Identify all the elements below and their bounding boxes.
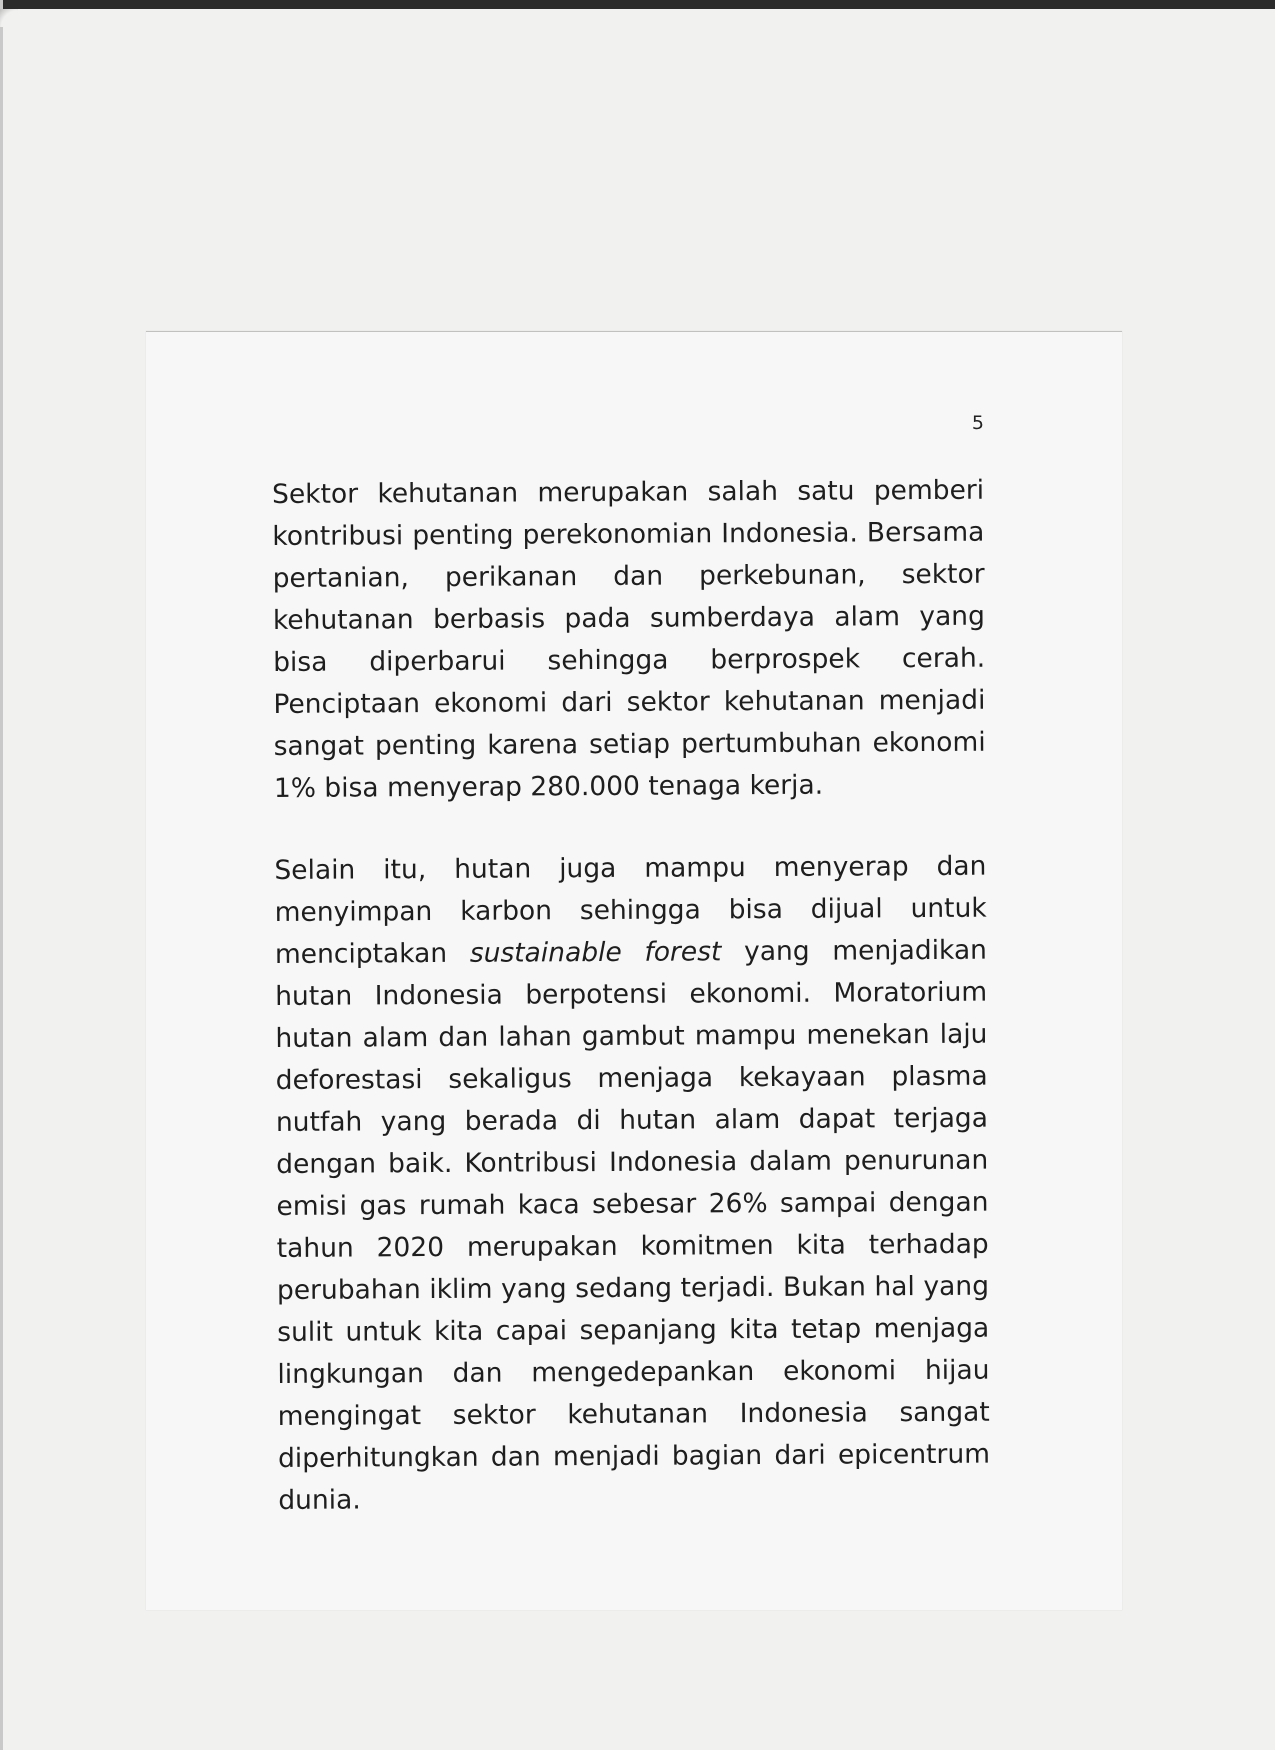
page-number: 5 xyxy=(971,412,984,434)
paragraph-2-text-end: yang menjadikan hutan Indonesia berpotensi ekonomi. Moratorium hutan alam dan lahan gambut mampu menekan laju deforestasi sekaligus menjaga kekayaan plasma nutfah yang berada di hutan alam dapat terjaga dengan baik. Kontribusi Indonesia dalam penurunan emisi gas rumah kaca sebesar 26% sampai dengan tahun 2020 merupakan komitmen kita terhadap perubahan iklim yang sedang terjadi. Bukan hal yang sulit untuk kita capai sepanjang kita tetap menjaga lingkungan dan mengedepankan ekonomi hijau mengingat sektor kehutanan Indonesia sangat diperhitungkan dan menjadi bagian dari epicentrum dunia. xyxy=(275,934,991,1516)
scan-corner-shade xyxy=(0,9,18,27)
document-sheet xyxy=(146,331,1122,1610)
document-body xyxy=(272,470,990,1522)
paragraph-2 xyxy=(274,846,990,1522)
italic-term: sustainable forest xyxy=(469,936,722,969)
paragraph-2-text-start: Selain itu, hutan juga mampu menyerap dan menyimpan karbon sehingga bisa dijual untuk menciptakan xyxy=(274,850,987,970)
scan-top-edge xyxy=(0,0,1275,9)
paragraph-1: Sektor kehutanan merupakan salah satu pemberi kontribusi penting perekonomian Indonesia. Bersama pertanian, perikanan dan perkebunan, sektor kehutanan berbasis pada sumberdaya alam yang bisa diperbarui sehingga berprospek cerah. Penciptaan ekonomi dari sektor kehutanan menjadi sangat penting karena setiap pertumbuhan ekonomi 1% bisa menyerap 280.000 tenaga kerja. xyxy=(272,474,986,804)
scan-left-edge xyxy=(0,0,3,1750)
